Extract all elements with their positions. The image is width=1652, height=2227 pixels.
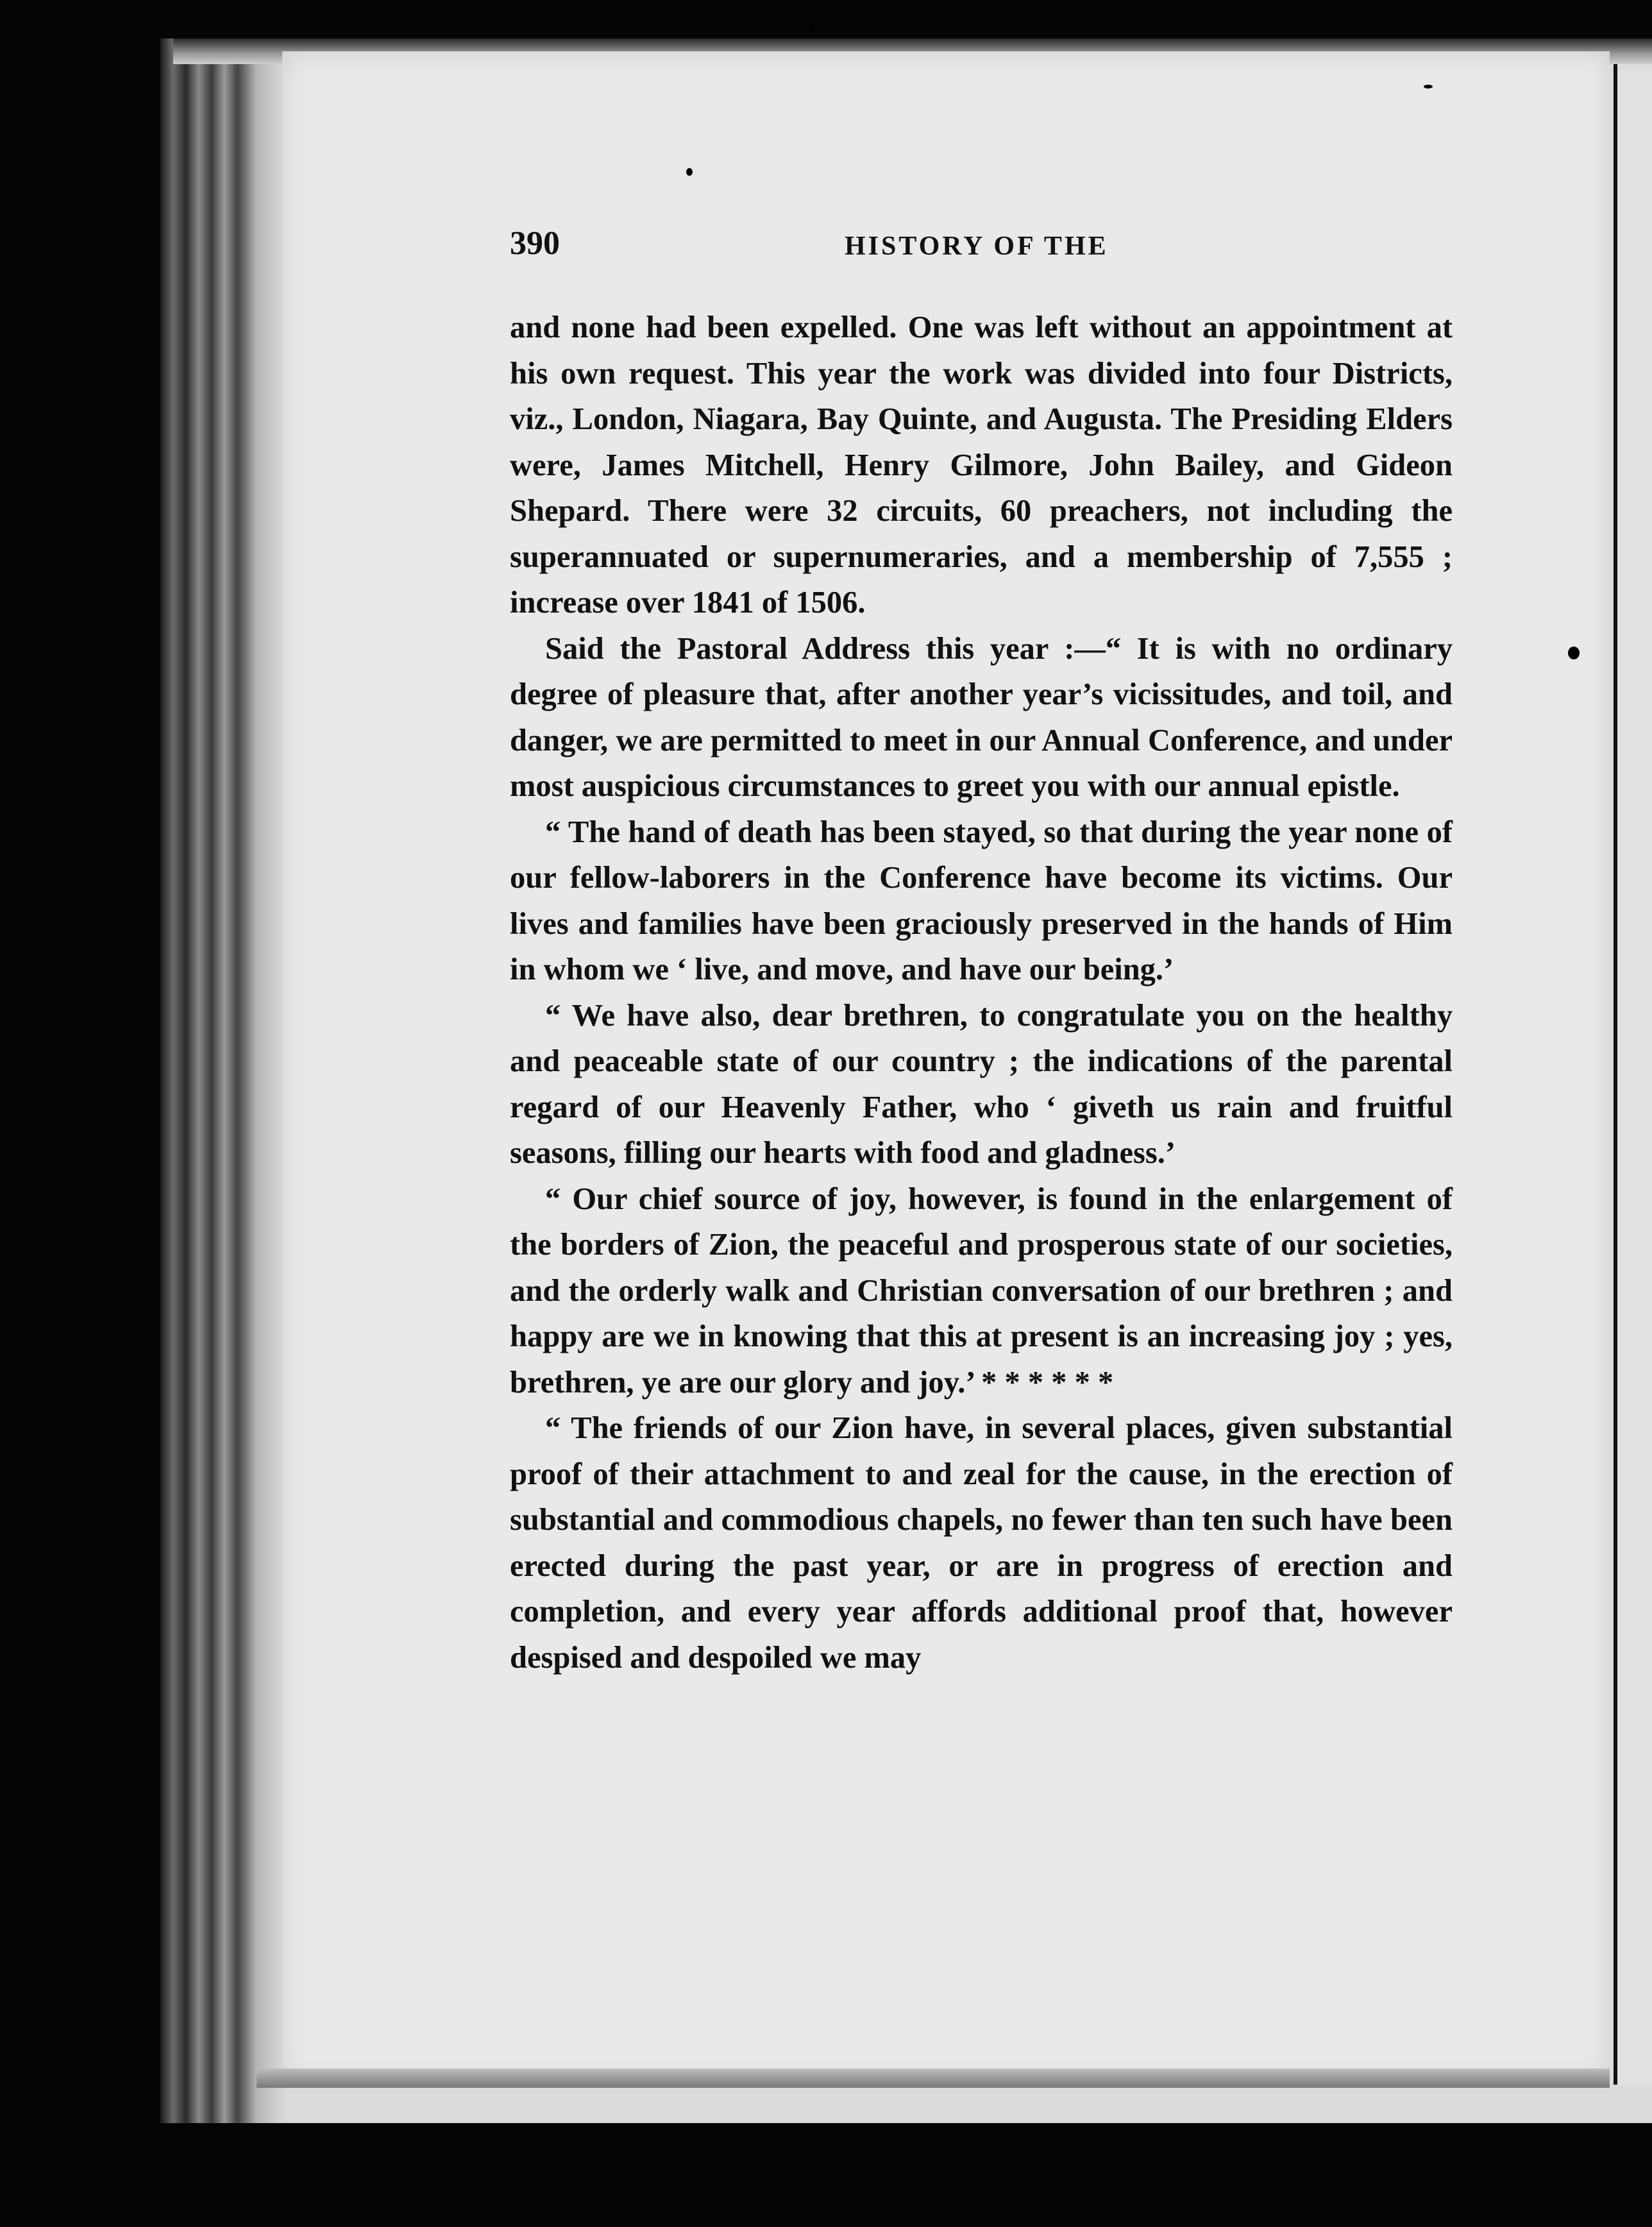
facing-page-strip: [1617, 71, 1652, 2085]
paragraph: “ Our chief source of joy, however, is found in the enlargement of the borders of Zion, the peaceful and prosperous state of our societies, and the orderly walk and Christian conversation of our brethren ; and happy are we in knowing that this at present is an increasing joy ; yes, brethren, ye are our glory and joy.’ * * * * * *: [510, 1181, 1453, 1400]
running-header: [510, 224, 1453, 269]
scan-speck: [686, 168, 693, 176]
paragraph: and none had been expelled. One was left without an appointment at his own request. This year the work was divided into four Districts, viz., London, Niagara, Bay Quinte, and Augusta. The Presiding Elders were, James Mitchell, Henry Gilmore, John Bailey, and Gideon Shepard. There were 32 circuits, 60 preachers, not including the superannuated or supernumeraries, and a membership of 7,555 ; increase over 1841 of 1506.: [510, 310, 1453, 620]
page-text-block: [510, 224, 1453, 1681]
paragraph: “ The friends of our Zion have, in several places, given substantial proof of their attachment to and zeal for the cause, in the erection of substantial and commodious chapels, no fewer than ten such have been erected during the past year, or are in progress of erection and completion, and every year affords additional proof that, however despised and despoiled we may: [510, 1411, 1453, 1675]
scan-speck: [1568, 647, 1580, 659]
scan-speck: [809, 26, 814, 31]
running-title: HISTORY OF THE: [845, 232, 1109, 261]
paragraph: “ We have also, dear brethren, to congratulate you on the healthy and peaceable state of our country ; the indications of the parental regard of our Heavenly Father, who ‘ giveth us rain and fruitful seasons, filling our hearts with food and gladness.’: [510, 998, 1453, 1170]
page-number: 390: [510, 225, 560, 262]
paragraph: Said the Pastoral Address this year :—“ It is with no ordinary degree of pleasure that, after another year’s vicissitudes, and toil, and danger, we are permitted to meet in our Annual Conference, and under most auspicious circumstances to greet you with our annual epistle.: [510, 631, 1453, 803]
book-bottom-edge: [257, 2069, 1610, 2088]
scan-speck: [1424, 85, 1433, 89]
paragraph: “ The hand of death has been stayed, so that during the year none of our fellow-laborers in the Conference have become its victims. Our lives and families have been graciously preserved in the hands of Him in whom we ‘ live, and move, and have our being.’: [510, 815, 1453, 986]
